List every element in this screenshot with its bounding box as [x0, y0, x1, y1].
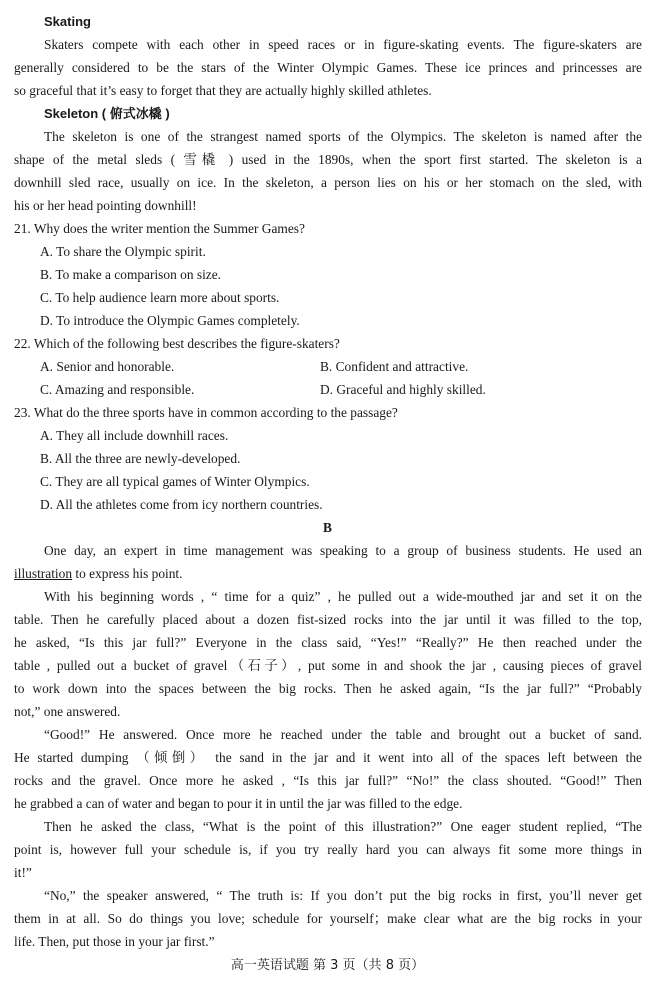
paragraph-line: them in at all. So do things you love; schedule for yourself；make clear what are the big rocks in your: [14, 911, 642, 926]
paragraph-line: so graceful that it’s easy to forget that they are actually highly skilled athletes.: [14, 83, 432, 98]
page-footer: 高一英语试题 第 3 页（共 8 页）: [230, 958, 425, 973]
paragraph-line: “Good!” He answered. Once more he reached under the table and brought out a bucket of sand.: [44, 727, 642, 742]
paragraph-line: he grabbed a can of water and began to pour it in until the jar was filled to the edge.: [14, 796, 463, 811]
question-23-option-d: D. All the athletes come from icy northern countries.: [40, 497, 323, 512]
paragraph-line: not,” one answered.: [14, 704, 121, 719]
passage-b-label: B: [323, 520, 332, 535]
question-21-option-a: A. To share the Olympic spirit.: [40, 244, 206, 259]
question-22-option-d: D. Graceful and highly skilled.: [320, 382, 486, 397]
question-22-option-b: B. Confident and attractive.: [320, 359, 469, 374]
question-22-option-c: C. Amazing and responsible.: [40, 382, 195, 397]
paragraph-line: He started dumping （倾倒） the sand in the jar and it went into all of the spaces left between the: [14, 750, 642, 765]
paragraph-line: point is, however full your schedule is, if you try really hard you can always fit some more things in: [14, 842, 642, 857]
paragraph-line: “No,” the speaker answered, “ The truth is: If you don’t put the big rocks in first, you’ll never get: [44, 888, 642, 903]
paragraph-line: Then he asked the class, “What is the point of this illustration?” One eager student replied, “The: [44, 819, 642, 834]
question-23-option-b: B. All the three are newly-developed.: [40, 451, 241, 466]
paragraph-line-rest: to express his point.: [72, 566, 183, 581]
question-22-stem: 22. Which of the following best describes the figure-skaters?: [14, 336, 340, 351]
paragraph-line: it!”: [14, 865, 32, 880]
paragraph-line: his or her head pointing downhill!: [14, 198, 197, 213]
paragraph-line: table , pulled out a bucket of gravel（石子）, put some in and shook the jar , causing pieces of gravel: [14, 658, 642, 673]
paragraph-line: to work down into the spaces between the big rocks. Then he asked again, “Is the jar full?” “Probably: [14, 681, 642, 696]
question-21-option-b: B. To make a comparison on size.: [40, 267, 222, 282]
question-22-option-a: A. Senior and honorable.: [40, 359, 175, 374]
section-heading-skating: Skating: [44, 14, 91, 29]
underlined-word: illustration: [14, 566, 73, 581]
paragraph-line: he asked, “Is this jar full?” Everyone in the class said, “Yes!” “Really?” He then reached under the: [14, 635, 642, 650]
paragraph-line: The skeleton is one of the strangest named sports of the Olympics. The skeleton is named after the: [44, 129, 642, 144]
paragraph-line: generally considered to be the stars of the Winter Olympic Games. These ice princes and princesses are: [14, 60, 642, 75]
question-21-stem: 21. Why does the writer mention the Summer Games?: [14, 221, 305, 236]
section-heading-skeleton: Skeleton ( 俯式冰橇 ): [44, 106, 170, 121]
question-21-option-c: C. To help audience learn more about sports.: [40, 290, 280, 305]
question-23-stem: 23. What do the three sports have in common according to the passage?: [14, 405, 398, 420]
paragraph-line: table. Then he carefully placed about a dozen fist-sized rocks into the jar until it was filled to the top,: [14, 612, 642, 627]
question-23-option-c: C. They are all typical games of Winter Olympics.: [40, 474, 310, 489]
paragraph-line: rocks and the gravel. Once more he asked , “Is this jar full?” “No!” the class shouted. “Good!” Then: [14, 773, 642, 788]
paragraph-line: One day, an expert in time management was speaking to a group of business students. He used an: [44, 543, 642, 558]
paragraph-line: With his beginning words , “ time for a quiz” , he pulled out a wide-mouthed jar and set it on the: [44, 589, 642, 604]
question-23-option-a: A. They all include downhill races.: [40, 428, 229, 443]
paragraph-line: [14, 566, 642, 582]
paragraph-line: shape of the metal sleds ( 雪橇 ) used in the 1890s, when the sport first started. The skeleton is a: [14, 152, 642, 167]
paragraph-line: life. Then, put those in your jar first.”: [14, 934, 215, 949]
question-21-option-d: D. To introduce the Olympic Games completely.: [40, 313, 300, 328]
paragraph-line: Skaters compete with each other in speed races or in figure-skating events. The figure-skaters are: [44, 37, 642, 52]
paragraph-line: downhill sled race, usually on ice. In the skeleton, a person lies on his or her stomach on the sled, with: [14, 175, 642, 190]
